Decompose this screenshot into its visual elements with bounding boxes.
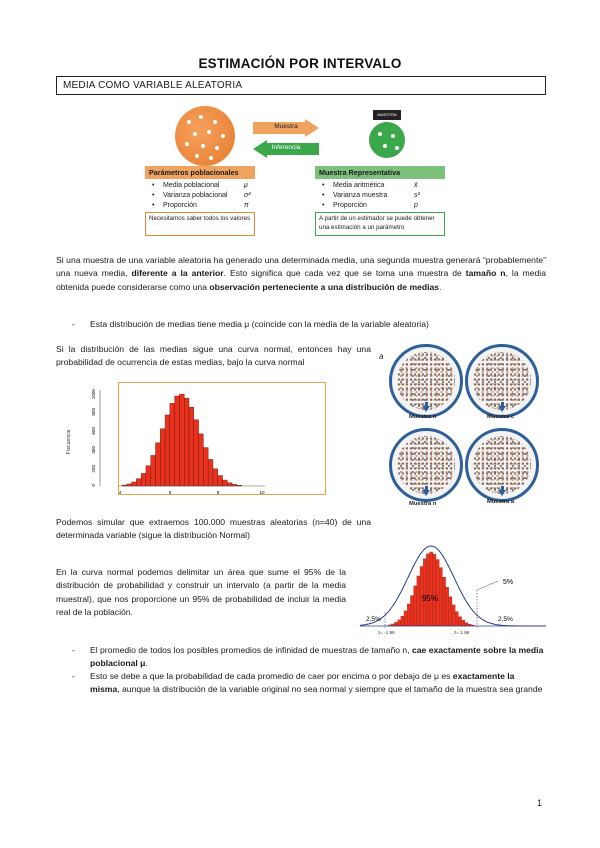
simulation-paragraph: Podemos simular que extraemos 100.000 muestras aleatorias (n=40) de una determinada variable (sigue la distribución Normal) <box>56 517 371 541</box>
normal-curve-paragraph: Si la distribución de las medias sigue una curva normal, entonces hay una probabilidad de ocurrencia de estas medias, bajo la curva normal <box>56 344 371 368</box>
sample-param: • Proporción p <box>319 201 387 211</box>
normal-bar <box>452 605 455 626</box>
sample-caption: Muestra n <box>409 501 437 507</box>
normal-bar <box>417 576 420 626</box>
sample-params-list <box>319 181 420 211</box>
population-param: • Varianza poblacional σ² <box>149 191 227 201</box>
normal-bar <box>430 552 433 626</box>
histogram-xticks <box>119 490 265 495</box>
sample-note: A partir de un estimador se puede obtener una estimación a un parámetro <box>315 212 445 236</box>
center-pct-label: 95% <box>421 594 439 603</box>
samples-figure <box>383 340 545 516</box>
page-title: ESTIMACIÓN POR INTERVALO <box>198 56 402 71</box>
histogram-yticks <box>91 389 96 487</box>
normal-bar <box>442 577 445 626</box>
population-param: • Media poblacional μ <box>149 181 227 191</box>
normal-bar <box>410 596 413 626</box>
interval-paragraph: En la curva normal podemos delimitar un área que sume el 95% de la distribución de probabilidad y construir un intervalo (a partir de la media muestral), que nos proporcione un 95% de probabilidad de incluir la media real de la población. <box>56 567 346 617</box>
right-tail-label: 2,5% <box>498 616 513 623</box>
histogram-bar <box>165 415 170 486</box>
normal-bar <box>449 597 452 626</box>
histogram-bar <box>136 479 141 486</box>
right-z-label: z= 1.96 <box>454 630 470 635</box>
svg-text:8: 8 <box>216 490 220 495</box>
histogram-ylabel: Frecuencia <box>66 429 72 455</box>
population-params-header: Parámetros poblacionales <box>145 166 255 179</box>
figure-letter: a <box>379 352 384 361</box>
histogram-plot <box>60 382 280 500</box>
population-circle <box>175 106 235 166</box>
normal-bar <box>455 612 458 626</box>
inference-arrow-label: Inferencia <box>271 144 301 151</box>
normal-bar <box>465 623 468 626</box>
svg-text:10: 10 <box>259 490 265 495</box>
normal-bar <box>407 604 410 626</box>
left-tail-label: 2,5% <box>366 616 381 623</box>
normal-bar <box>414 586 417 626</box>
normal-bar <box>439 568 442 626</box>
svg-text:0: 0 <box>91 484 96 487</box>
histogram-bar <box>194 420 199 486</box>
histogram-bar <box>146 466 151 486</box>
histogram-bar <box>127 484 132 486</box>
normal-bar <box>436 560 439 626</box>
sample-param: • Varianza muestra s² <box>319 191 387 201</box>
histogram-bar <box>132 482 137 486</box>
histogram-bar <box>199 434 204 486</box>
histogram-bar <box>223 480 228 486</box>
normal-bar <box>433 554 436 626</box>
histogram-bars <box>122 394 242 486</box>
histogram-bar <box>189 407 194 486</box>
normal-bar <box>404 611 407 626</box>
histogram-bar <box>151 455 156 486</box>
svg-text:200: 200 <box>91 465 96 473</box>
page-number: 1 <box>537 798 543 808</box>
histogram-bar <box>156 443 161 486</box>
section-heading: MEDIA COMO VARIABLE ALEATORIA <box>56 76 546 95</box>
sample-tag: MUESTRA <box>373 110 401 120</box>
svg-text:1000: 1000 <box>91 389 96 400</box>
left-z-label: z= -1.96 <box>378 630 395 635</box>
population-param: • Proporción π <box>149 201 227 211</box>
sample-param: • Media aritmética x̄ <box>319 181 387 191</box>
histogram-bar <box>170 403 175 486</box>
sample-circle <box>369 122 405 158</box>
population-note: Necesitamos saber todos los valores <box>145 212 255 236</box>
histogram-bar <box>227 483 232 486</box>
svg-text:600: 600 <box>91 427 96 435</box>
sample-caption: Muestra a <box>487 499 515 505</box>
histogram-bar <box>218 476 223 486</box>
histogram-bar <box>213 469 218 486</box>
histogram-bar <box>141 473 146 486</box>
normal-bar <box>394 622 397 626</box>
normal-bar <box>462 620 465 626</box>
histogram-bar <box>179 394 184 486</box>
histogram-bar <box>175 396 180 486</box>
sample-params-header: Muestra Representativa <box>315 166 445 179</box>
svg-text:6: 6 <box>168 490 172 495</box>
normal-bar <box>458 617 461 626</box>
normal-bar <box>398 620 401 626</box>
population-sample-diagram <box>145 104 445 244</box>
normal-bars <box>388 552 474 626</box>
sampling-arrow-label: Muestra <box>274 123 298 130</box>
histogram-bar <box>184 398 189 486</box>
sample-caption: Muestra n <box>409 414 437 420</box>
normal-curve-figure <box>358 540 548 640</box>
histogram-bar <box>160 429 165 486</box>
svg-text:4: 4 <box>118 490 122 495</box>
normal-bar <box>423 559 426 626</box>
normal-bar <box>446 587 449 626</box>
sample-caption: Muestra c <box>487 414 515 420</box>
population-params-list <box>149 181 251 211</box>
histogram-bar <box>203 448 208 486</box>
svg-text:800: 800 <box>91 408 96 416</box>
svg-text:400: 400 <box>91 446 96 454</box>
top-pct-label: 5% <box>502 579 514 586</box>
normal-bar <box>426 554 429 626</box>
means-histogram <box>60 382 280 500</box>
normal-bar <box>401 616 404 626</box>
histogram-bar <box>208 459 213 486</box>
intro-paragraph: Si una muestra de una variable aleatoria ha generado una determinada media, una segunda muestra generará “probablemente” una nueva media, diferente a la anterior. Esto significa que cada vez que se toma una muestra de tamaño n, la media obtenida puede considerarse como una observación perteneciente a una distribución de medias. <box>56 255 546 292</box>
